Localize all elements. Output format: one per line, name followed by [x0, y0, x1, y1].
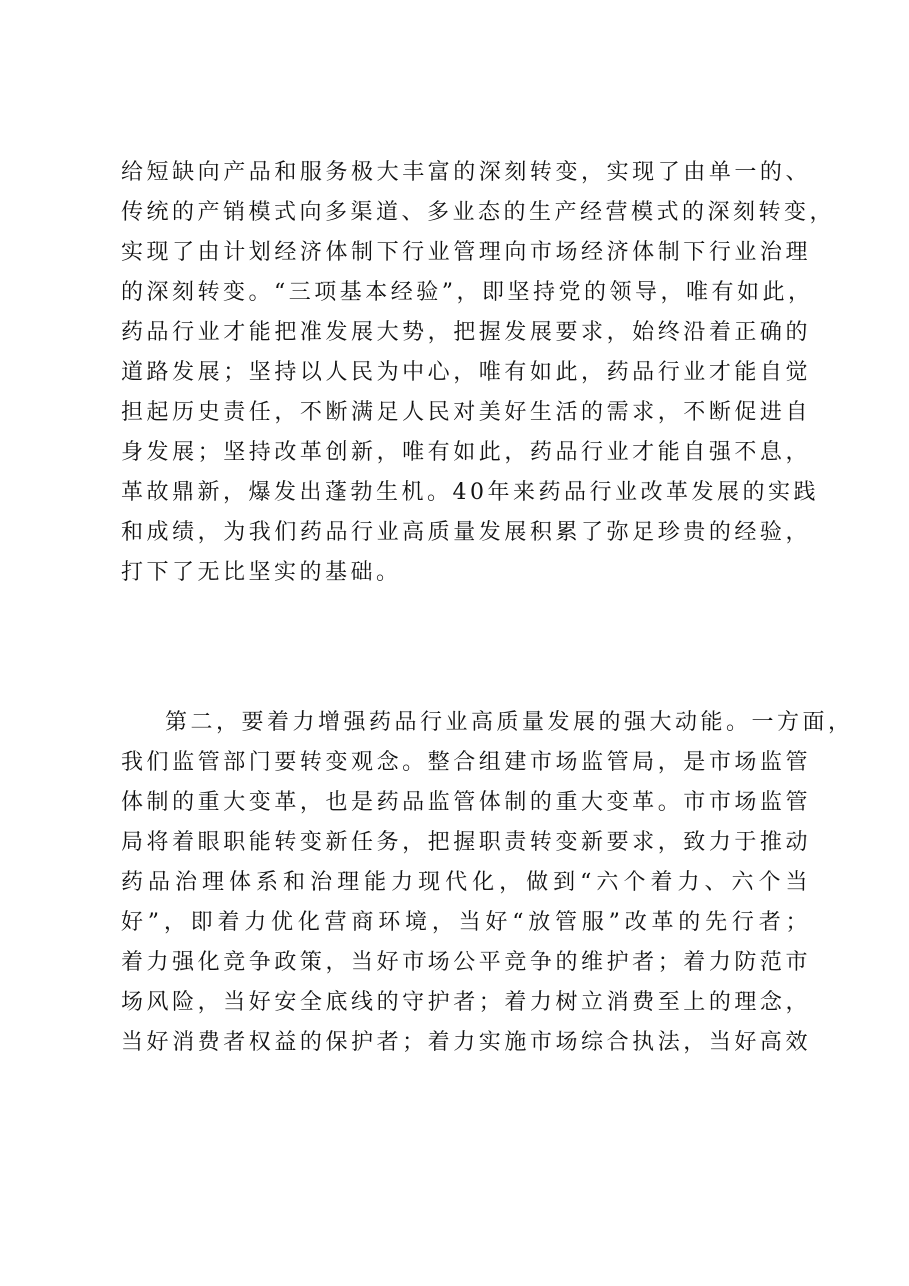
- paragraph-1-line-7: 担起历史责任，不断满足人民对美好生活的需求，不断促进自: [121, 400, 811, 425]
- paragraph-2-line-4: 局将着眼职能转变新任务，把握职责转变新要求，致力于推动: [121, 830, 811, 855]
- paragraph-1-line-3: 实现了由计划经济体制下行业管理向市场经济体制下行业治理: [121, 240, 811, 265]
- paragraph-2-line-5: 药品治理体系和治理能力现代化，做到“六个着力、六个当: [121, 870, 811, 895]
- paragraph-1-line-1: 给短缺向产品和服务极大丰富的深刻转变，实现了由单一的、: [121, 160, 811, 185]
- paragraph-2-line-8: 场风险，当好安全底线的守护者；着力树立消费至上的理念，: [121, 990, 811, 1015]
- paragraph-2-line-7: 着力强化竞争政策，当好市场公平竞争的维护者；着力防范市: [121, 950, 811, 975]
- paragraph-2-line-6: 好”，即着力优化营商环境，当好“放管服”改革的先行者；: [121, 910, 811, 935]
- paragraph-2-line-2: 我们监管部门要转变观念。整合组建市场监管局，是市场监管: [121, 750, 811, 775]
- paragraph-1-line-11: 打下了无比坚实的基础。: [121, 560, 402, 585]
- paragraph-1-line-8: 身发展；坚持改革创新，唯有如此，药品行业才能自强不息，: [121, 440, 811, 465]
- paragraph-1-line-5: 药品行业才能把准发展大势，把握发展要求，始终沿着正确的: [121, 320, 811, 345]
- paragraph-1-line-6: 道路发展；坚持以人民为中心，唯有如此，药品行业才能自觉: [121, 360, 811, 385]
- paragraph-2-line-1: 第二，要着力增强药品行业高质量发展的强大动能。一方面，: [165, 710, 854, 735]
- paragraph-1-line-9: 革故鼎新，爆发出蓬勃生机。40年来药品行业改革发展的实践: [121, 480, 819, 505]
- paragraph-2-line-9: 当好消费者权益的保护者；着力实施市场综合执法，当好高效: [121, 1030, 811, 1055]
- paragraph-1-line-4: 的深刻转变。“三项基本经验”，即坚持党的领导，唯有如此，: [121, 280, 814, 305]
- paragraph-1: [121, 153, 836, 593]
- paragraph-2-line-3: 体制的重大变革，也是药品监管体制的重大变革。市市场监管: [121, 790, 811, 815]
- paragraph-1-line-2: 传统的产销模式向多渠道、多业态的生产经营模式的深刻转变，: [121, 200, 836, 225]
- paragraph-1-line-10: 和成绩，为我们药品行业高质量发展积累了弥足珍贵的经验，: [121, 520, 811, 545]
- paragraph-2: [121, 703, 854, 1063]
